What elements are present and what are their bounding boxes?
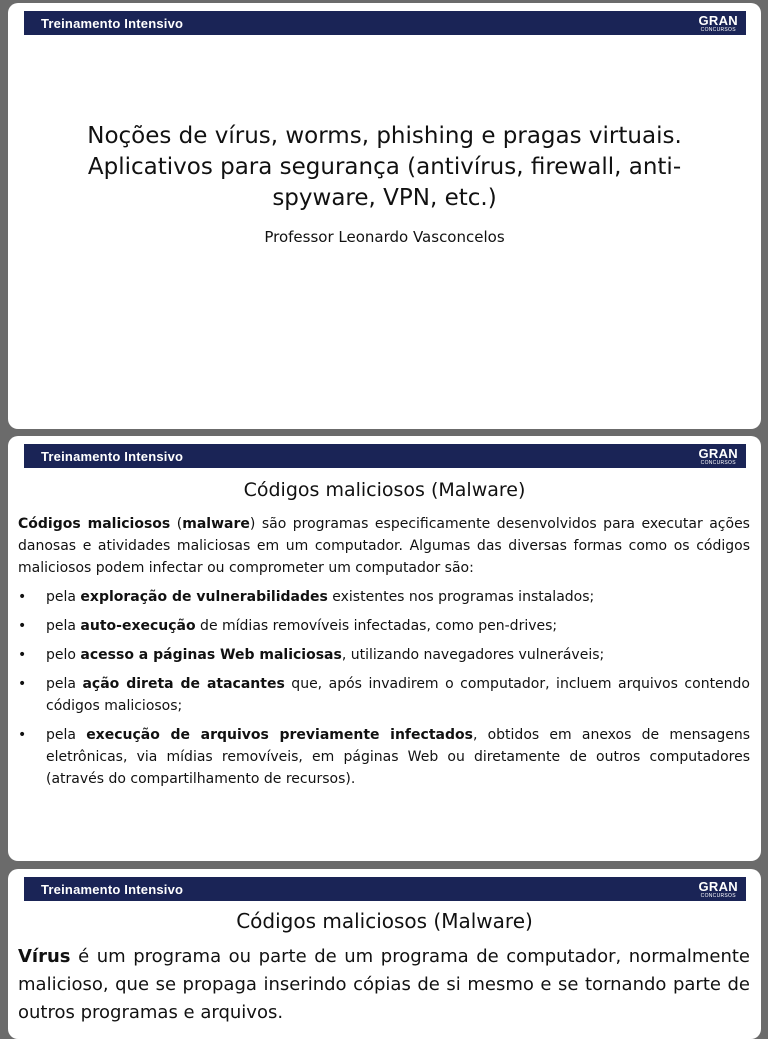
slide-2 bbox=[8, 436, 761, 861]
intro-text: ) são programas especificamente desenvolvidos para executar ações danosas e atividades maliciosas em um computador. Algumas das diversas formas como os códigos maliciosos podem infectar ou comprometer um computador são: bbox=[18, 516, 750, 576]
item-bold: exploração de vulnerabilidades bbox=[80, 589, 328, 605]
item-bold: acesso a páginas Web maliciosas bbox=[80, 647, 342, 663]
bullet-icon: • bbox=[18, 676, 27, 692]
item-text: pela bbox=[46, 589, 81, 605]
list-item bbox=[18, 724, 750, 790]
list-item bbox=[18, 673, 750, 717]
virus-text: é um programa ou parte de um programa de computador, normalmente malicioso, que se propaga inserindo cópias de si mesmo e se tornando parte de outros programas e arquivos. bbox=[18, 946, 750, 1023]
list-item bbox=[18, 586, 750, 608]
slide-subtitle: Professor Leonardo Vasconcelos bbox=[264, 228, 505, 246]
logo-main-text: GRAN bbox=[698, 445, 738, 461]
item-text: que, após invadirem o computador, incluem arquivos contendo códigos maliciosos; bbox=[46, 676, 750, 714]
infection-methods-list bbox=[18, 586, 750, 797]
intro-bold-term: malware bbox=[182, 516, 250, 532]
gran-logo bbox=[699, 880, 746, 899]
bullet-icon: • bbox=[18, 727, 27, 743]
virus-term: Vírus bbox=[18, 946, 71, 967]
item-text: , obtidos em anexos de mensagens eletrônicas, via mídias removíveis, em páginas Web ou diretamente de outros computadores (através do compartilhamento de recursos). bbox=[46, 727, 751, 787]
slide-banner bbox=[24, 444, 746, 468]
logo-sub-text: CONCURSOS bbox=[700, 459, 736, 466]
logo-sub-text: CONCURSOS bbox=[700, 26, 736, 33]
intro-bold-term: Códigos maliciosos bbox=[18, 516, 171, 532]
list-item bbox=[18, 644, 750, 666]
item-text: , utilizando navegadores vulneráveis; bbox=[341, 647, 605, 663]
logo-sub-text: CONCURSOS bbox=[700, 892, 736, 899]
banner-title: Treinamento Intensivo bbox=[41, 448, 184, 464]
item-bold: execução de arquivos previamente infectados bbox=[86, 727, 473, 743]
item-text: pela bbox=[46, 727, 87, 743]
item-text: pelo bbox=[46, 647, 81, 663]
banner-title: Treinamento Intensivo bbox=[41, 881, 184, 897]
item-text: pela bbox=[46, 618, 81, 634]
logo-main-text: GRAN bbox=[698, 12, 738, 28]
bullet-icon: • bbox=[18, 589, 27, 605]
item-bold: ação direta de atacantes bbox=[82, 676, 285, 692]
bullet-icon: • bbox=[18, 618, 27, 634]
logo-main-text: GRAN bbox=[698, 878, 738, 894]
slide-heading: Códigos maliciosos (Malware) bbox=[243, 479, 526, 501]
slide-heading: Códigos maliciosos (Malware) bbox=[236, 909, 533, 933]
virus-definition bbox=[18, 943, 750, 1027]
slide-3 bbox=[8, 869, 761, 1039]
item-text: de mídias removíveis infectadas, como pen-drives; bbox=[195, 618, 558, 634]
intro-text: ( bbox=[170, 516, 183, 532]
gran-logo bbox=[699, 14, 746, 33]
slide-title: Noções de vírus, worms, phishing e pragas virtuais. Aplicativos para segurança (antivírus, firewall, anti-spyware, VPN, etc.) bbox=[87, 123, 682, 211]
list-item bbox=[18, 615, 750, 637]
slide-1 bbox=[8, 3, 761, 429]
item-text: existentes nos programas instalados; bbox=[327, 589, 595, 605]
intro-paragraph bbox=[18, 513, 750, 579]
slide-banner bbox=[24, 877, 746, 901]
item-bold: auto-execução bbox=[80, 618, 196, 634]
slide-banner bbox=[24, 11, 746, 35]
bullet-icon: • bbox=[18, 647, 27, 663]
banner-title: Treinamento Intensivo bbox=[41, 15, 184, 31]
gran-logo bbox=[699, 447, 746, 466]
item-text: pela bbox=[46, 676, 83, 692]
